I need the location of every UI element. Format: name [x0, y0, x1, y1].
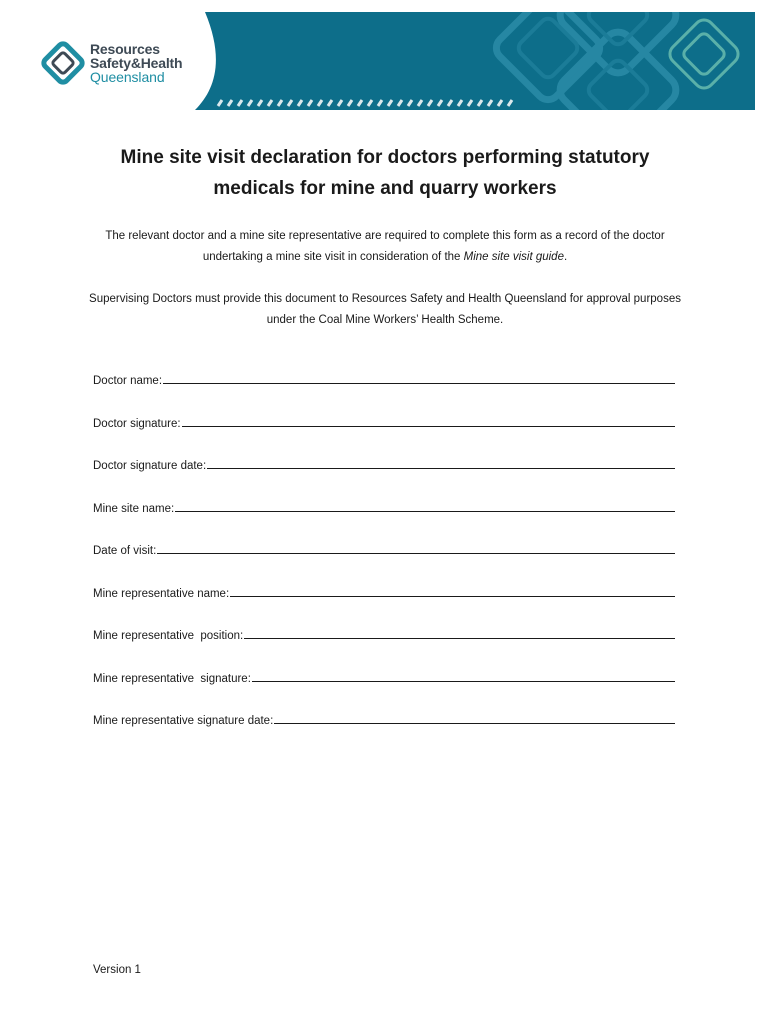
- entry-line[interactable]: [207, 468, 675, 469]
- entry-line[interactable]: [175, 511, 675, 512]
- logo-line-queensland: Queensland: [90, 69, 165, 85]
- logo-line-resources: Resources: [90, 41, 160, 57]
- entry-line[interactable]: [157, 553, 675, 554]
- field-label: Mine representative signature date:: [93, 715, 274, 727]
- title-line-1: Mine site visit declaration for doctors performing statutory: [120, 147, 650, 168]
- page-header: [0, 0, 770, 120]
- field-label: Doctor name:: [93, 375, 163, 387]
- intro-paragraph-1: [80, 226, 690, 268]
- doctor-signature-field[interactable]: [93, 414, 675, 430]
- field-label: Doctor signature date:: [93, 460, 207, 472]
- document-title: [60, 142, 710, 204]
- mine-representative-position-field[interactable]: [93, 626, 675, 642]
- field-label: Mine representative position:: [93, 630, 244, 642]
- entry-line[interactable]: [244, 638, 675, 639]
- entry-line[interactable]: [230, 596, 675, 597]
- field-label: Mine representative name:: [93, 588, 230, 600]
- entry-line[interactable]: [252, 681, 675, 682]
- rshq-logo-mark-icon: [42, 42, 84, 84]
- guide-reference: Mine site visit guide: [463, 251, 564, 263]
- entry-line[interactable]: [163, 383, 675, 384]
- intro-paragraph-2: Supervising Doctors must provide this document to Resources Safety and Health Queensland for approval purposes under the Coal Mine Workers’ Health Scheme.: [89, 293, 681, 326]
- date-of-visit-field[interactable]: [93, 541, 675, 557]
- mine-representative-signature-date-field[interactable]: [93, 711, 675, 727]
- rshq-logo-text: [90, 42, 182, 84]
- field-label: Doctor signature:: [93, 418, 181, 430]
- logo-line-safety-health: Safety&Health: [90, 55, 183, 71]
- field-label: Mine site name:: [93, 503, 175, 515]
- version-label: Version 1: [93, 964, 141, 976]
- mine-site-name-field[interactable]: [93, 499, 675, 515]
- title-line-2: medicals for mine and quarry workers: [213, 178, 557, 199]
- entry-line[interactable]: [182, 426, 675, 427]
- doctor-name-field[interactable]: [93, 371, 675, 387]
- field-label: Mine representative signature:: [93, 673, 251, 685]
- doctor-signature-date-field[interactable]: [93, 456, 675, 472]
- intro-end: .: [563, 251, 568, 263]
- entry-line[interactable]: [274, 723, 675, 724]
- mine-representative-signature-field[interactable]: [93, 669, 675, 685]
- field-label: Date of visit:: [93, 545, 157, 557]
- mine-representative-name-field[interactable]: [93, 584, 675, 600]
- intro-text: The relevant doctor and a mine site representative are required to complete this form as a record of the doctor undertaking a mine site visit in consideration of the: [105, 230, 665, 263]
